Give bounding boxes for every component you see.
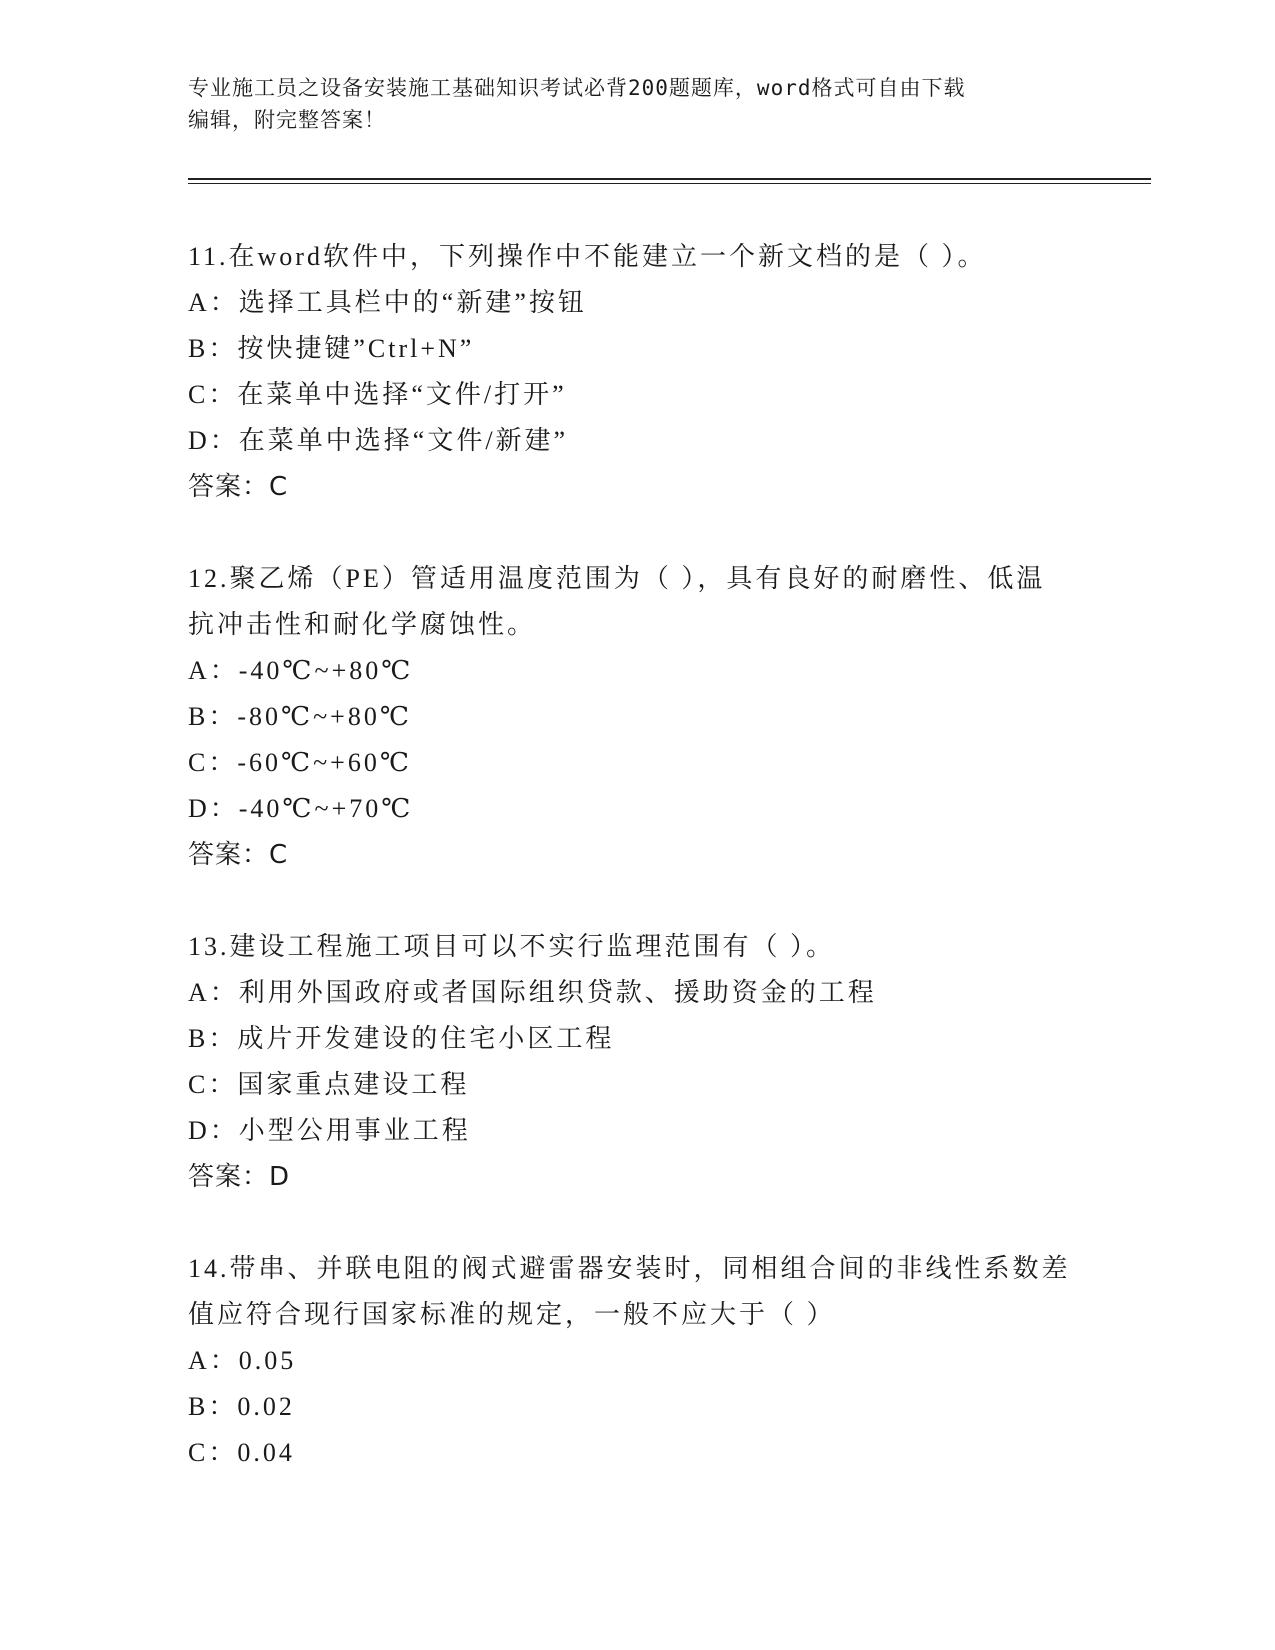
option-c: C：国家重点建设工程 xyxy=(188,1070,470,1099)
question-stem: 14.带串、并联电阻的阀式避雷器安装时，同相组合间的非线性系数差 xyxy=(188,1254,1071,1283)
answer: 答案：C xyxy=(188,840,289,870)
option-b: B：0.02 xyxy=(188,1392,295,1421)
question-11 xyxy=(188,234,1088,510)
header-line-2: 编辑，附完整答案！ xyxy=(188,108,386,132)
document-header xyxy=(188,72,1068,136)
question-14 xyxy=(188,1246,1088,1476)
header-rule-thick xyxy=(188,178,1151,180)
answer: 答案：C xyxy=(188,472,289,502)
question-12 xyxy=(188,556,1088,878)
header-line-1: 专业施工员之设备安装施工基础知识考试必背200题题库，word格式可自由下载 xyxy=(188,76,966,100)
option-c: C：-60℃~+60℃ xyxy=(188,748,412,777)
question-stem-continued: 抗冲击性和耐化学腐蚀性。 xyxy=(188,610,537,639)
header-rule-thin xyxy=(188,183,1151,184)
question-list xyxy=(188,234,1088,1522)
option-a: A：选择工具栏中的“新建”按钮 xyxy=(188,288,587,317)
answer: 答案：D xyxy=(188,1162,291,1192)
option-b: B：-80℃~+80℃ xyxy=(188,702,412,731)
question-stem-continued: 值应符合现行国家标准的规定，一般不应大于（ ） xyxy=(188,1300,836,1329)
question-stem: 12.聚乙烯（PE）管适用温度范围为（ ），具有良好的耐磨性、低温 xyxy=(188,564,1046,593)
option-d: D：在菜单中选择“文件/新建” xyxy=(188,426,569,455)
option-d: D：-40℃~+70℃ xyxy=(188,794,414,823)
question-stem: 13.建设工程施工项目可以不实行监理范围有（ ）。 xyxy=(188,932,836,961)
option-b: B：成片开发建设的住宅小区工程 xyxy=(188,1024,615,1053)
option-a: A：-40℃~+80℃ xyxy=(188,656,414,685)
question-13 xyxy=(188,924,1088,1200)
question-stem: 11.在word软件中，下列操作中不能建立一个新文档的是（ ）。 xyxy=(188,242,987,271)
option-a: A：利用外国政府或者国际组织贷款、援助资金的工程 xyxy=(188,978,877,1007)
option-c: C：0.04 xyxy=(188,1438,295,1467)
option-c: C：在菜单中选择“文件/打开” xyxy=(188,380,567,409)
option-a: A：0.05 xyxy=(188,1346,297,1375)
option-b: B：按快捷键”Ctrl+N” xyxy=(188,334,475,363)
option-d: D：小型公用事业工程 xyxy=(188,1116,471,1145)
